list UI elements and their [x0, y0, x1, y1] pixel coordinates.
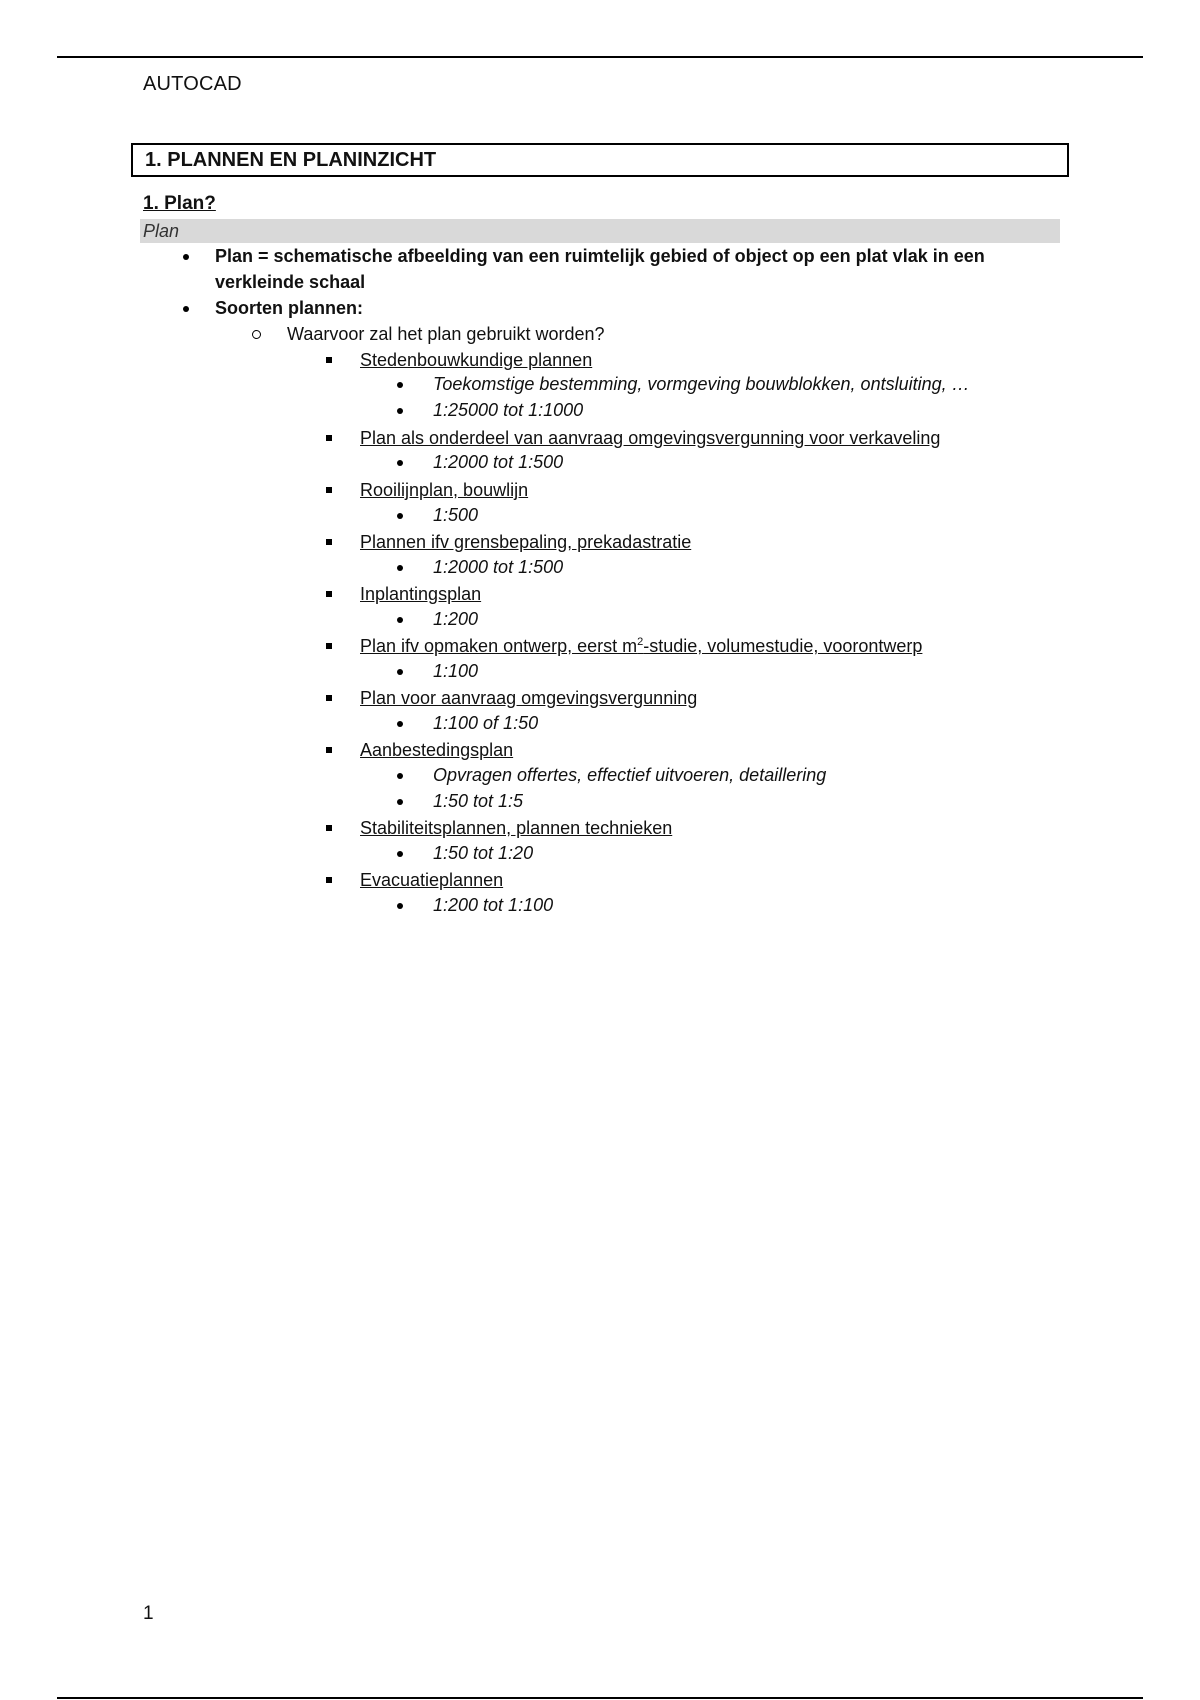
plan-detail: 1:25000 tot 1:1000: [433, 400, 584, 420]
bullet-icon: [397, 851, 403, 857]
square-bullet-icon: [326, 877, 332, 883]
circle-bullet-icon: [252, 330, 261, 339]
square-bullet-icon: [326, 357, 332, 363]
square-bullet-icon: [326, 643, 332, 649]
chapter-title: 1. PLANNEN EN PLANINZICHT: [131, 143, 1069, 177]
plan-detail: 1:200 tot 1:100: [433, 895, 554, 915]
square-bullet-icon: [326, 539, 332, 545]
superscript: 2: [637, 636, 644, 648]
plan-title: Plan voor aanvraag omgevingsvergunning: [360, 688, 698, 708]
square-bullet-icon: [326, 487, 332, 493]
types-label: Soorten plannen:: [215, 298, 363, 318]
plan-title: Rooilijnplan, bouwlijn: [360, 480, 529, 500]
bullet-icon: [397, 669, 403, 675]
plan-detail: 1:2000 tot 1:500: [433, 557, 564, 577]
plan-detail: 1:500: [433, 505, 479, 525]
plan-detail: Toekomstige bestemming, vormgeving bouwblokken, ontsluiting, …: [433, 374, 970, 394]
plan-title: Stabiliteitsplannen, plannen technieken: [360, 818, 673, 838]
plan-detail: 1:50 tot 1:20: [433, 843, 534, 863]
bullet-icon: [183, 306, 189, 312]
bullet-icon: [397, 903, 403, 909]
plan-title: Plannen ifv grensbepaling, prekadastratie: [360, 532, 692, 552]
definition-line-1: Plan = schematische afbeelding van een ruimtelijk gebied of object op een plat vlak in een: [215, 246, 985, 266]
definition-line-2: verkleinde schaal: [215, 272, 366, 292]
bullet-icon: [397, 773, 403, 779]
plan-title: Evacuatieplannen: [360, 870, 504, 890]
plan-title: Inplantingsplan: [360, 584, 482, 604]
plan-title: Plan als onderdeel van aanvraag omgevingsvergunning voor verkaveling: [360, 428, 941, 448]
bullet-icon: [397, 460, 403, 466]
page-header: AUTOCAD: [143, 73, 242, 95]
plan-title: Stedenbouwkundige plannen: [360, 350, 593, 370]
plan-detail: Opvragen offertes, effectief uitvoeren, detaillering: [433, 765, 827, 785]
page-number: 1: [143, 1603, 154, 1624]
top-rule: [57, 56, 1143, 58]
question-text: Waarvoor zal het plan gebruikt worden?: [287, 324, 605, 344]
bullet-icon: [397, 799, 403, 805]
bullet-icon: [397, 513, 403, 519]
plan-detail: 1:2000 tot 1:500: [433, 452, 564, 472]
square-bullet-icon: [326, 747, 332, 753]
section-band: Plan: [140, 219, 1060, 243]
plan-detail: 1:100 of 1:50: [433, 713, 539, 733]
bullet-icon: [397, 382, 403, 388]
bullet-icon: [183, 254, 189, 260]
plan-detail: 1:100: [433, 661, 479, 681]
plan-title: Aanbestedingsplan: [360, 740, 514, 760]
bullet-icon: [397, 565, 403, 571]
plan-detail: 1:50 tot 1:5: [433, 791, 524, 811]
bullet-icon: [397, 721, 403, 727]
plan-detail: 1:200: [433, 609, 479, 629]
bullet-icon: [397, 408, 403, 414]
section-heading: 1. Plan?: [143, 193, 216, 214]
plan-title: Plan ifv opmaken ontwerp, eerst $m^2$-studie, volumestudie, voorontwerp: [360, 636, 923, 656]
bottom-rule: [57, 1697, 1143, 1699]
square-bullet-icon: [326, 825, 332, 831]
square-bullet-icon: [326, 435, 332, 441]
square-bullet-icon: [326, 695, 332, 701]
bullet-icon: [397, 617, 403, 623]
square-bullet-icon: [326, 591, 332, 597]
